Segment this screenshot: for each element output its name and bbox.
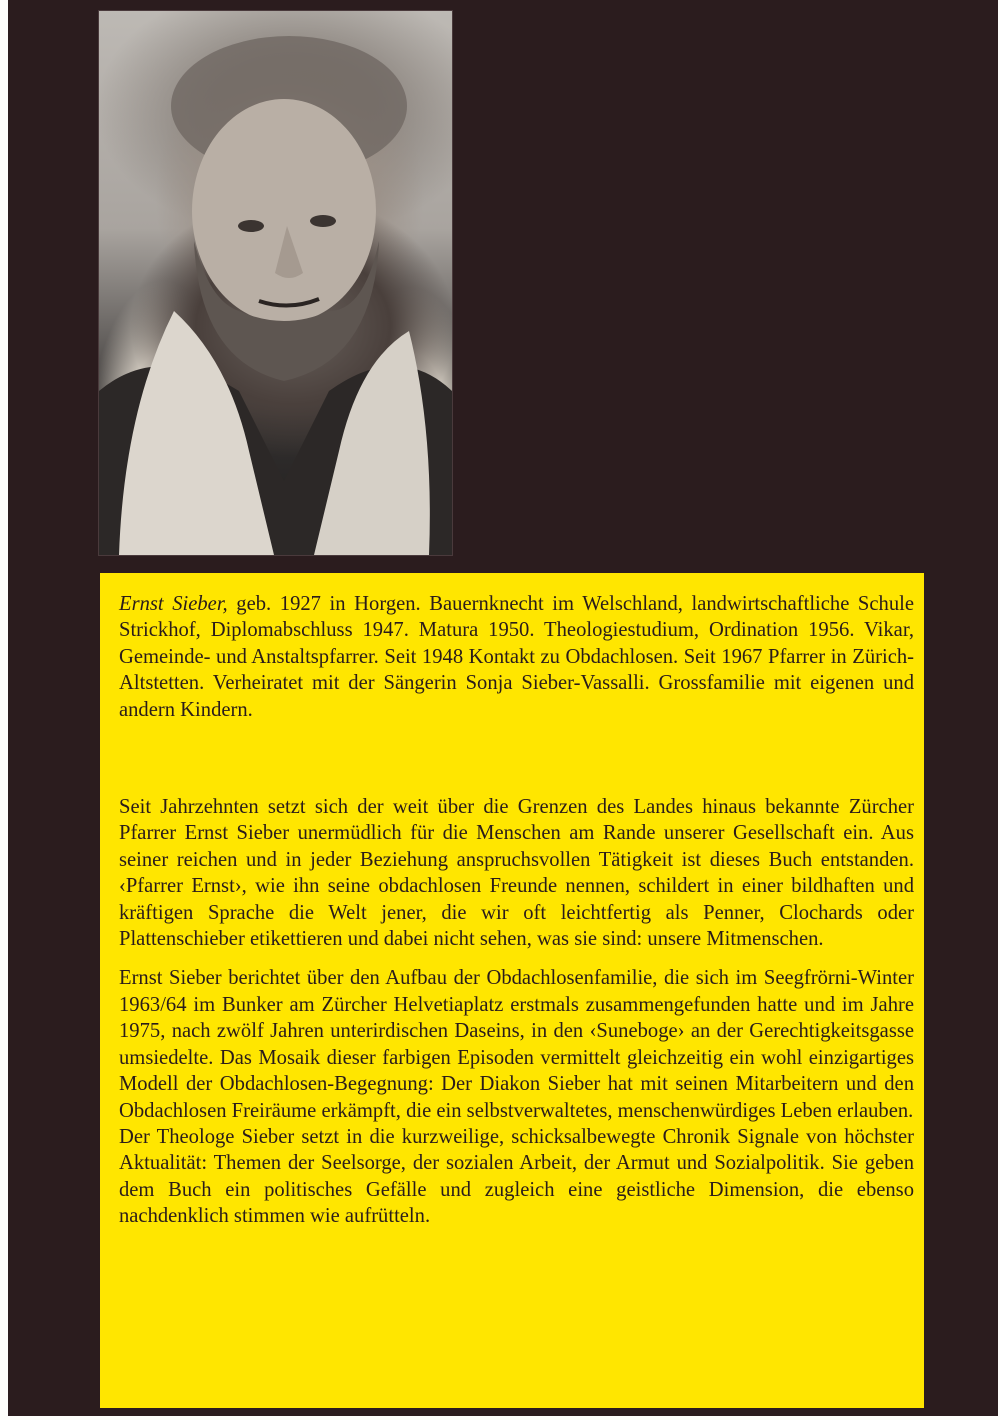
author-portrait-image [99,11,452,555]
author-bio-text: geb. 1927 in Horgen. Bauernknecht im Welschland, landwirtschaftliche Schule Strickhof, Diplomabschluss 1947. Matura 1950. Theologiestudium, Ordination 1956. Vikar, Gemeinde- und Anstaltspfarrer. Seit 1948 Kontakt zu Obdachlosen. Seit 1967 Pfarrer in Zürich-Altstetten. Verheiratet mit der Sängerin Sonja Sieber-Vassalli. Grossfamilie mit eigenen und andern Kindern. [119,593,914,721]
blurb-paragraph-2: Ernst Sieber berichtet über den Aufbau der Obdachlosenfamilie, die sich im Seegfrörni-Winter 1963/64 im Bunker am Zürcher Helvetiaplatz erstmals zusammengefunden hatte und im Jahre 1975, nach zwölf Jahren unterirdischen Daseins, in den ‹Suneboge› an der Gerechtigkeitsgasse umsiedelte. Das Mosaik dieser farbigen Episoden vermittelt gleichzeitig ein wohl einzigartiges Modell der Obdachlosen-Begegnung: Der Diakon Sieber hat mit seinen Mitarbeitern und den Obdachlosen Freiräume erkämpft, die ein selbstverwaltetes, menschenwürdiges Leben erlauben. [119,967,914,1122]
author-bio [119,591,914,723]
author-photo [98,10,453,556]
back-cover [8,0,998,1416]
blurb-paragraph-1: Seit Jahrzehnten setzt sich der weit über die Grenzen des Landes hinaus bekannte Zürcher Pfarrer Ernst Sieber unermüdlich für die Menschen am Rande unserer Gesellschaft ein. Aus seiner reichen und in jeder Beziehung anspruchsvollen Tätigkeit ist dieses Buch entstanden. ‹Pfarrer Ernst›, wie ihn seine obdachlosen Freunde nennen, schildert in einer bildhaften und kräftigen Sprache die Welt jener, die wir oft leichtfertig als Penner, Clochards oder Plattenschieber etikettieren und dabei nicht sehen, was sie sind: unsere Mitmenschen. [119,796,914,951]
blurb-panel [100,573,924,1408]
blurb-paragraph-3: Der Theologe Sieber setzt in die kurzweilige, schicksalbewegte Chronik Signale von höchster Aktualität: Themen der Seelsorge, der sozialen Arbeit, der Armut und Sozialpolitik. Sie geben dem Buch ein politisches Gefälle und zugleich eine geistliche Dimension, die ebenso nachdenklich stimmen wie aufrütteln. [119,1125,914,1228]
author-name: Ernst Sieber, [119,593,228,615]
